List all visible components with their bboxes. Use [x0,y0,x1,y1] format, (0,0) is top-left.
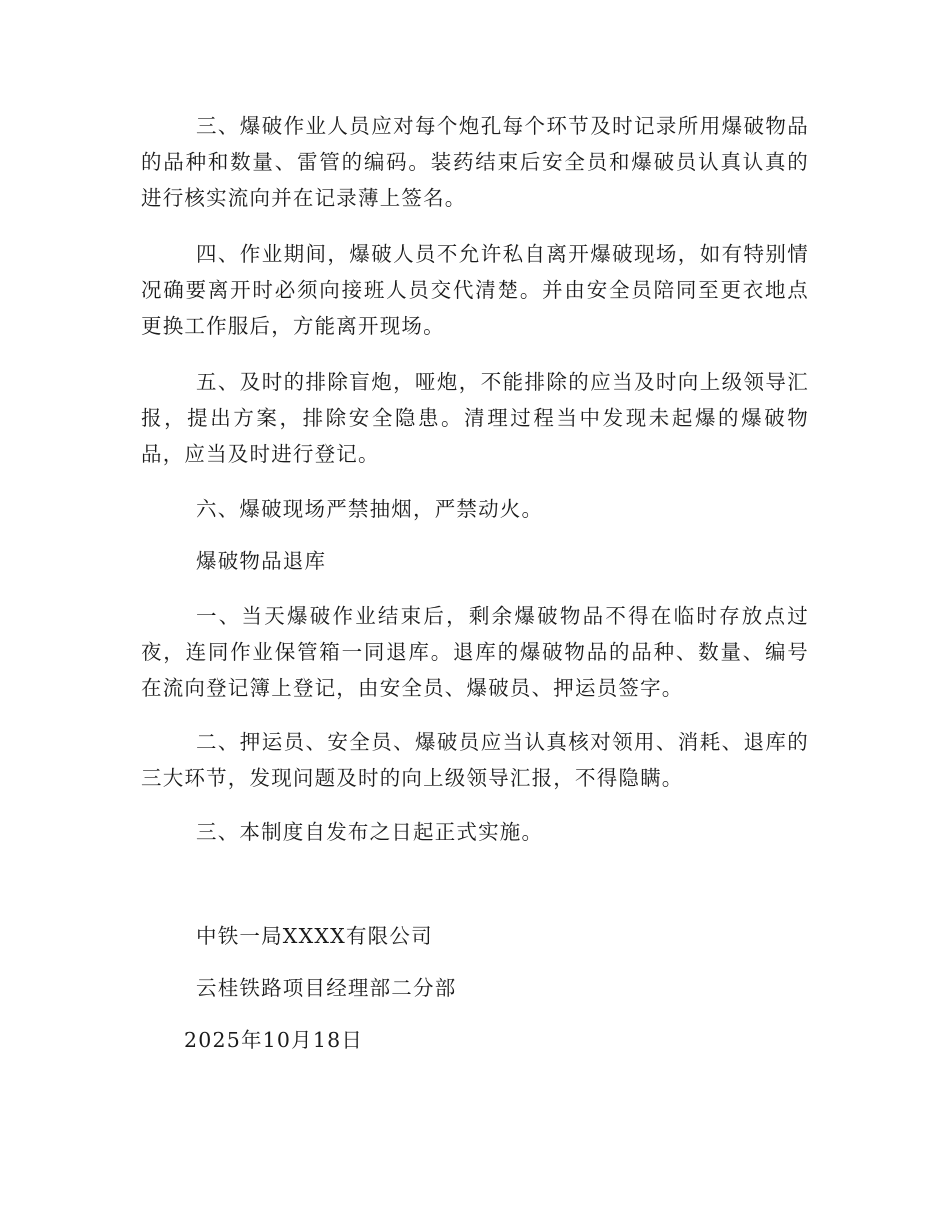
paragraph-misfire-removal: 五、及时的排除盲炮，哑炮，不能排除的应当及时向上级领导汇报，提出方案，排除安全隐患。清理过程当中发现未起爆的爆破物品，应当及时进行登记。 [141,370,809,466]
signature-date: 2025年10月18日 [184,1028,364,1052]
signature-company: 中铁一局XXXX有限公司 [196,924,433,948]
paragraph-return-storage: 一、当天爆破作业结束后，剩余爆破物品不得在临时存放点过夜，连同作业保管箱一同退库。退库的爆破物品的品种、数量、编号在流向登记簿上登记，由安全员、爆破员、押运员签字。 [141,604,809,700]
paragraph-no-smoking: 六、爆破现场严禁抽烟，严禁动火。 [196,497,544,521]
signature-department: 云桂铁路项目经理部二分部 [196,976,457,1000]
paragraph-record-items: 三、爆破作业人员应对每个炮孔每个环节及时记录所用爆破物品的品种和数量、雷管的编码。装药结束后安全员和爆破员认真认真的进行核实流向并在记录薄上签名。 [141,114,809,210]
paragraph-no-leaving-site: 四、作业期间，爆破人员不允许私自离开爆破现场，如有特别情况确要离开时必须向接班人员交代清楚。并由安全员陪同至更衣地点更换工作服后，方能离开现场。 [141,242,809,338]
section-heading-return: 爆破物品退库 [196,549,327,573]
paragraph-verification: 二、押运员、安全员、爆破员应当认真核对领用、消耗、退库的三大环节，发现问题及时的向上级领导汇报，不得隐瞒。 [141,730,809,790]
paragraph-effective-date: 三、本制度自发布之日起正式实施。 [196,820,544,844]
